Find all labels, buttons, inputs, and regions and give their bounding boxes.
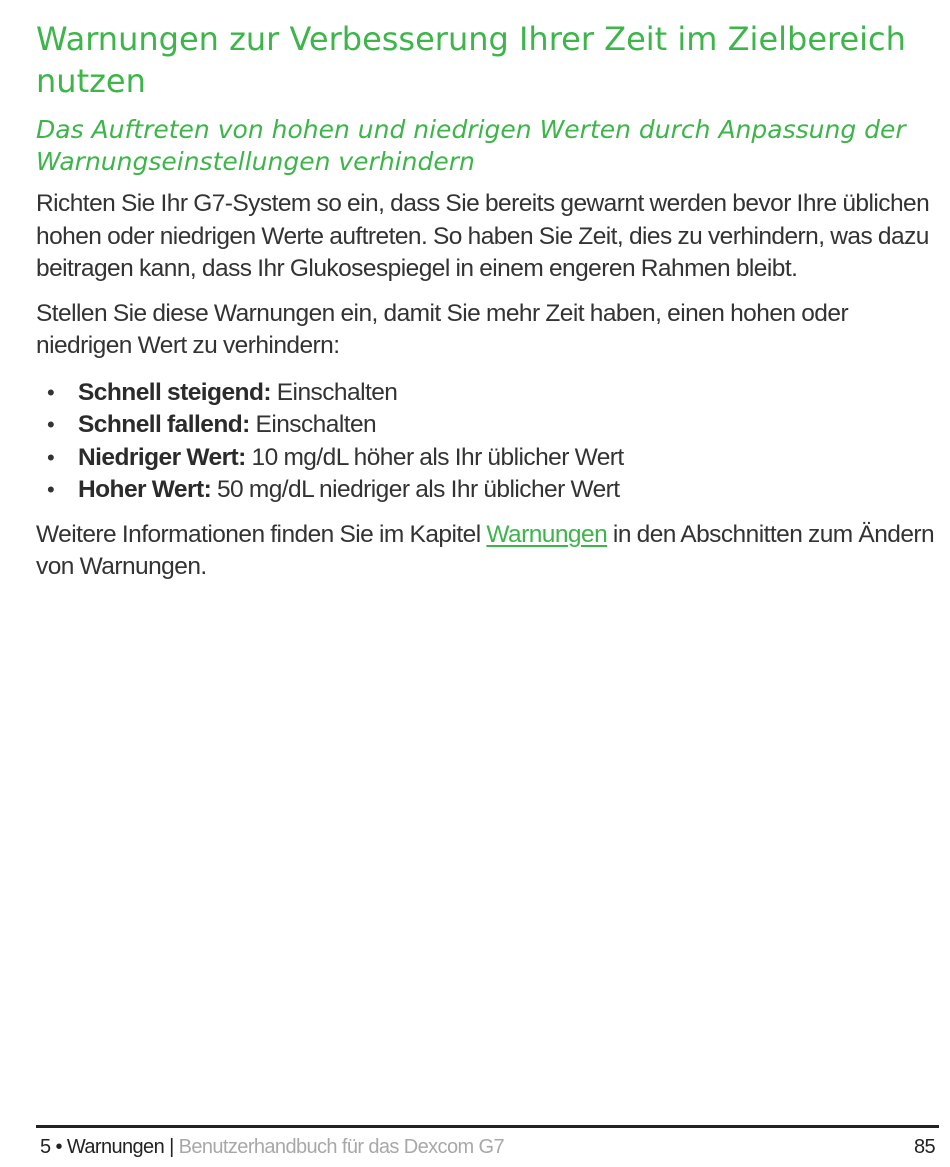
more-info-text: Weitere Informationen finden Sie im Kapitel: [36, 520, 487, 548]
footer-chapter-info: [40, 1132, 504, 1162]
list-item-label: Niedriger Wert:: [78, 443, 246, 471]
alert-settings-list: [36, 377, 936, 507]
list-item-value: 10 mg/dL höher als Ihr üblicher Wert: [245, 443, 624, 471]
page-title: Warnungen zur Verbesserung Ihrer Zeit im Zielbereich nutzen: [36, 20, 906, 100]
list-item: [36, 442, 936, 475]
list-item-label: Schnell fallend:: [78, 411, 250, 438]
setup-paragraph: Stellen Sie diese Warnungen ein, damit Sie mehr Zeit haben, einen hohen oder niedrigen Wert zu verhindern:: [36, 299, 849, 359]
list-item-label: Schnell steigend:: [78, 378, 271, 406]
list-item-label: Hoher Wert:: [78, 476, 212, 503]
footer-manual-title: Benutzerhandbuch für das Dexcom G7: [178, 1136, 504, 1158]
document-page: [36, 0, 936, 584]
bullet-icon: •: [47, 379, 55, 405]
list-item-value: 50 mg/dL niedriger als Ihr üblicher Wert: [211, 476, 620, 503]
bullet-icon: •: [47, 444, 55, 470]
warnungen-chapter-link[interactable]: Warnungen: [486, 520, 608, 548]
more-info-text-end: in den Abschnitten zum Ändern von Warnungen.: [36, 520, 935, 580]
more-info-paragraph: [36, 519, 936, 584]
list-item: [36, 474, 936, 507]
bullet-icon: •: [47, 412, 55, 437]
page-footer: [40, 1132, 935, 1162]
page-number: 85: [913, 1136, 935, 1158]
footer-divider: [36, 1125, 939, 1128]
section-subtitle: Das Auftreten von hohen und niedrigen Werten durch Anpassung der Warnungseinstellungen verhindern: [36, 115, 906, 176]
bullet-icon: •: [47, 477, 55, 502]
footer-separator: |: [164, 1136, 179, 1158]
intro-paragraph: Richten Sie Ihr G7-System so ein, dass Sie bereits gewarnt werden bevor Ihre üblichen hohen oder niedrigen Werte auftreten. So haben Sie Zeit, dies zu verhindern, was dazu beitragen kann, dass Ihr Glukosespiegel in einem engeren Rahmen bleibt.: [36, 190, 930, 282]
list-item-value: Einschalten: [249, 411, 377, 438]
list-item-value: Einschalten: [271, 378, 398, 406]
list-item: [36, 377, 936, 410]
footer-chapter: 5 • Warnungen: [40, 1136, 165, 1158]
list-item: [36, 409, 936, 442]
